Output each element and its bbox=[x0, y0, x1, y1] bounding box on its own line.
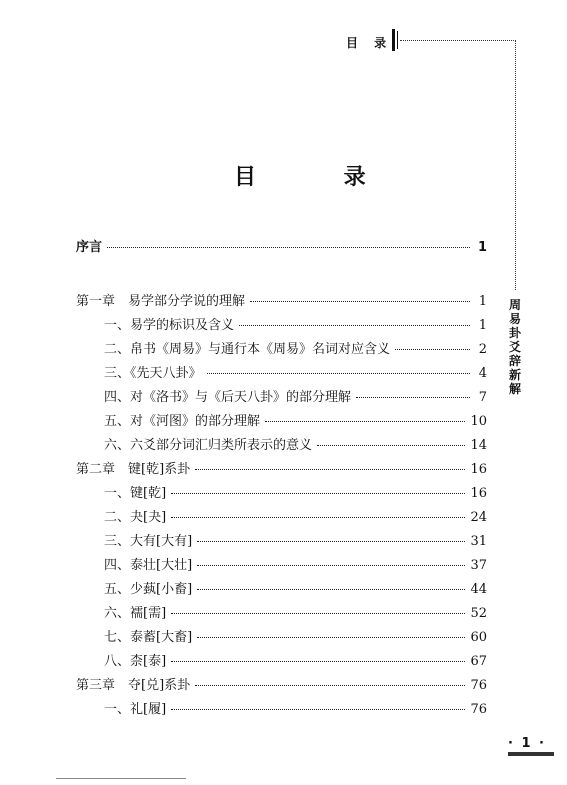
toc-entry[interactable] bbox=[104, 554, 487, 574]
toc-entry-title: 第二章 键[乾]系卦 bbox=[76, 462, 191, 477]
toc-entry[interactable] bbox=[104, 314, 487, 334]
toc-leader-dots bbox=[239, 325, 470, 326]
bottom-rule bbox=[56, 778, 186, 779]
toc-entry[interactable] bbox=[104, 530, 487, 550]
toc-leader-dots bbox=[207, 373, 470, 374]
toc-leader-dots bbox=[197, 541, 465, 542]
toc-leader-dots bbox=[197, 565, 465, 566]
toc-entry-page: 67 bbox=[470, 654, 487, 669]
toc-entry[interactable] bbox=[104, 698, 487, 718]
toc-leader-dots bbox=[171, 517, 465, 518]
toc-entry[interactable] bbox=[104, 410, 487, 430]
toc-entry-title: 六、六爻部分词汇归类所表示的意义 bbox=[104, 438, 313, 453]
toc-entry-page: 31 bbox=[470, 534, 487, 549]
toc-leader-dots bbox=[197, 589, 465, 590]
toc-entry-page: 76 bbox=[470, 702, 487, 717]
toc-entry-title: 三、大有[大有] bbox=[104, 534, 193, 549]
toc-leader-dots bbox=[195, 685, 465, 686]
toc-entry-page: 7 bbox=[478, 390, 487, 405]
toc-entry-page: 14 bbox=[470, 438, 487, 453]
toc-entry-title: 四、泰壮[大壮] bbox=[104, 558, 193, 573]
toc-entry-page: 52 bbox=[470, 606, 487, 621]
toc-entry[interactable] bbox=[104, 626, 487, 646]
toc-leader-dots bbox=[171, 709, 465, 710]
page-title: 目 录 bbox=[234, 165, 406, 190]
header-dotted-rule bbox=[400, 40, 516, 41]
toc-entry-title: 二、夬[夬] bbox=[104, 510, 167, 525]
toc-entry[interactable] bbox=[76, 290, 487, 310]
toc-leader-dots bbox=[195, 469, 465, 470]
toc-leader-dots bbox=[107, 247, 470, 248]
toc-entry-page: 2 bbox=[478, 342, 487, 357]
toc-leader-dots bbox=[171, 613, 465, 614]
toc-leader-dots bbox=[250, 301, 470, 302]
header-bar bbox=[392, 29, 395, 51]
toc-entry-title: 三、《先天八卦》 bbox=[104, 366, 202, 381]
toc-entry-title: 二、帛书《周易》与通行本《周易》名词对应含义 bbox=[104, 342, 391, 357]
toc-entry[interactable] bbox=[104, 506, 487, 526]
toc-entry-title: 第一章 易学部分学说的理解 bbox=[76, 294, 246, 309]
toc-entry-page: 76 bbox=[470, 678, 487, 693]
toc-entry[interactable] bbox=[104, 386, 487, 406]
toc-entry-title: 一、礼[履] bbox=[104, 702, 167, 717]
toc-entry[interactable] bbox=[104, 434, 487, 454]
toc-leader-dots bbox=[171, 661, 465, 662]
toc-entry-page: 10 bbox=[470, 414, 487, 429]
toc-leader-dots bbox=[265, 421, 465, 422]
toc-entry[interactable] bbox=[104, 482, 487, 502]
toc-entry-title: 七、泰蓄[大畜] bbox=[104, 630, 193, 645]
toc-entry-page: 16 bbox=[470, 462, 487, 477]
toc-leader-dots bbox=[395, 349, 470, 350]
toc-entry[interactable] bbox=[104, 602, 487, 622]
toc-entry[interactable] bbox=[104, 362, 487, 382]
toc-leader-dots bbox=[317, 445, 465, 446]
toc-entry-page: 60 bbox=[470, 630, 487, 645]
toc-entry-title: 序言 bbox=[76, 240, 103, 255]
toc-entry-title: 一、易学的标识及含义 bbox=[104, 318, 235, 333]
toc-entry-page: 37 bbox=[470, 558, 487, 573]
toc-entry-page: 16 bbox=[470, 486, 487, 501]
toc-entry-page: 24 bbox=[470, 510, 487, 525]
toc-entry[interactable] bbox=[104, 650, 487, 670]
side-dotted-rule bbox=[515, 40, 516, 290]
toc-leader-dots bbox=[171, 493, 465, 494]
side-book-title: 周易卦爻辞新解 bbox=[508, 298, 521, 396]
toc-entry-page: 1 bbox=[478, 318, 487, 333]
toc-entry[interactable] bbox=[76, 674, 487, 694]
toc-entry-page: 1 bbox=[478, 294, 487, 309]
toc-leader-dots bbox=[197, 637, 465, 638]
footer-bar bbox=[508, 752, 554, 756]
toc-entry[interactable] bbox=[104, 338, 487, 358]
toc-entry-title: 五、少蓺[小畜] bbox=[104, 582, 193, 597]
toc-leader-dots bbox=[356, 397, 470, 398]
toc-entry-title: 四、对《洛书》与《后天八卦》的部分理解 bbox=[104, 390, 352, 405]
toc-entry-title: 第三章 夺[兑]系卦 bbox=[76, 678, 191, 693]
toc-entry-title: 一、键[乾] bbox=[104, 486, 167, 501]
toc-entry-title: 五、对《河图》的部分理解 bbox=[104, 414, 261, 429]
toc-entry[interactable] bbox=[76, 458, 487, 478]
toc-entry-page: 4 bbox=[478, 366, 487, 381]
footer-page-number: · 1 · bbox=[508, 736, 546, 751]
toc-entry[interactable] bbox=[104, 578, 487, 598]
header-label: 目 录 bbox=[346, 36, 393, 50]
toc-entry-title: 六、襦[需] bbox=[104, 606, 167, 621]
toc-entry[interactable] bbox=[76, 236, 487, 256]
toc-entry-page: 44 bbox=[470, 582, 487, 597]
toc-entry-title: 八、柰[泰] bbox=[104, 654, 167, 669]
header-bar-thin bbox=[397, 31, 398, 49]
toc-entry-page: 1 bbox=[477, 240, 487, 255]
